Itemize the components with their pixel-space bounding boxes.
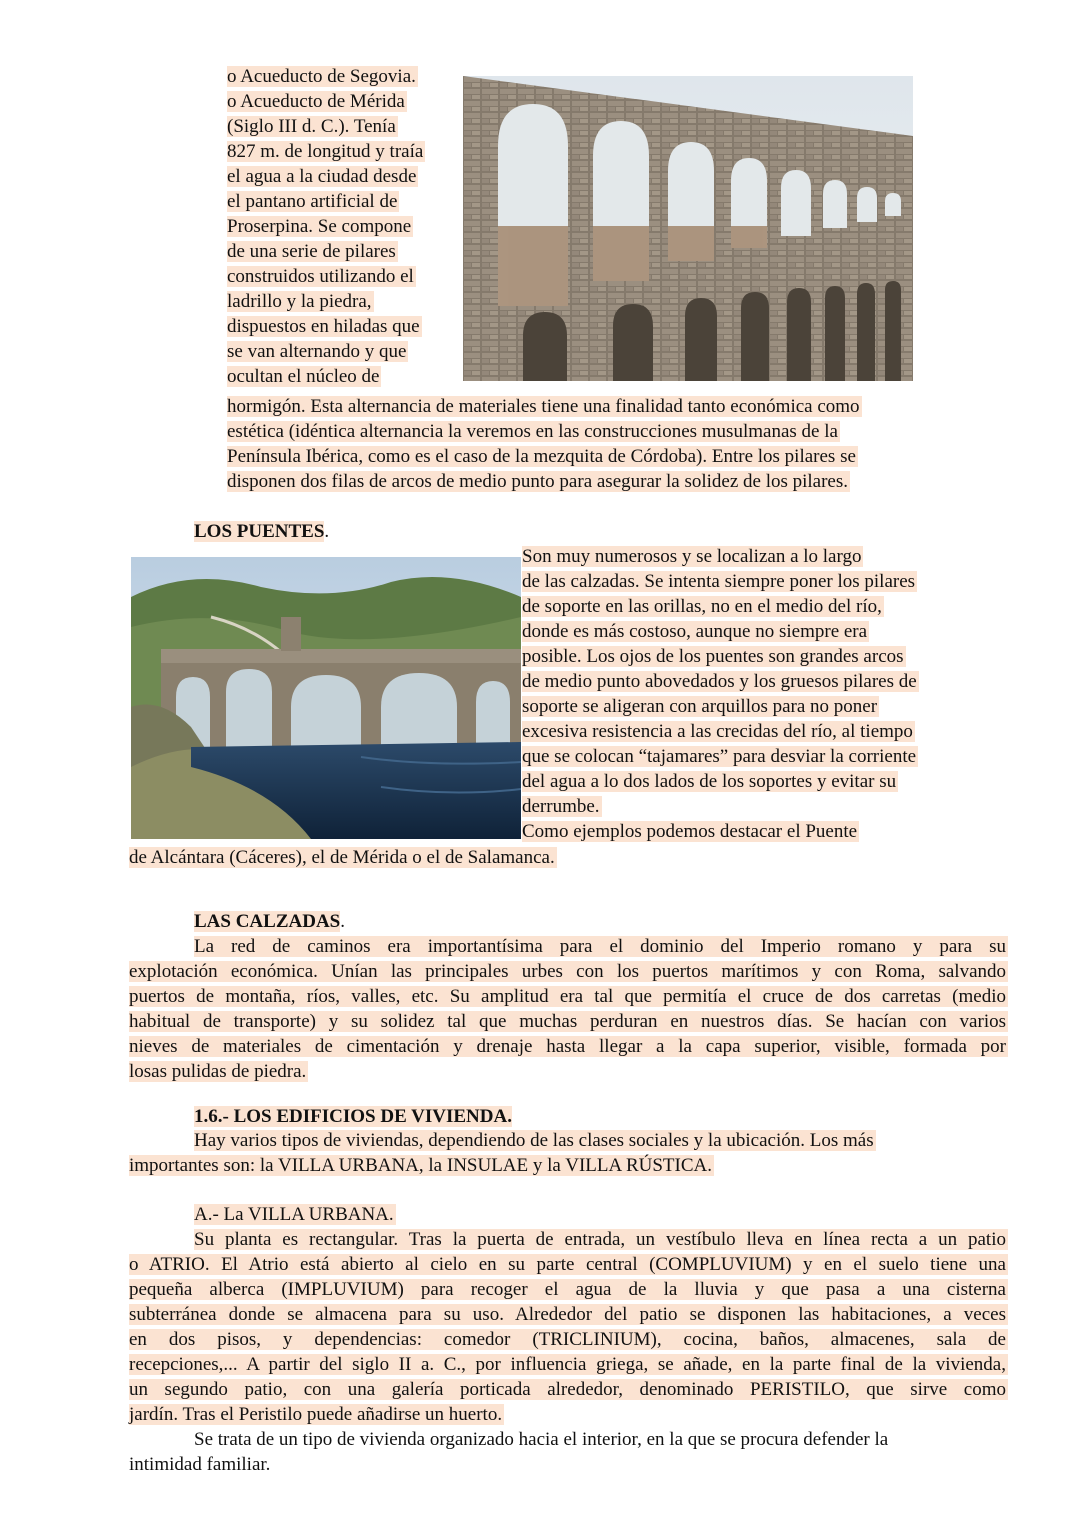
text-line: importantes son: la VILLA URBANA, la INSULAE y la VILLA RÚSTICA. <box>129 1155 712 1176</box>
text-line: o ATRIO. El Atrio está abierto al cielo en su parte central (COMPLUVIUM) y en el suelo tiene una <box>129 1254 1006 1275</box>
text-line: posible. Los ojos de los puentes son grandes arcos <box>522 646 904 667</box>
list-item: o Acueducto de Mérida <box>227 91 405 112</box>
text-line: Hay varios tipos de viviendas, dependiendo de las clases sociales y la ubicación. Los más <box>194 1130 874 1151</box>
text-line: La red de caminos era importantísima para el dominio del Imperio romano y para su <box>194 936 1006 957</box>
text-line: (Siglo III d. C.). Tenía <box>227 116 396 137</box>
roads-paragraph <box>129 934 1008 1084</box>
text-line: ocultan el núcleo de <box>227 366 380 387</box>
text-line: A.- La VILLA URBANA. <box>194 1204 394 1225</box>
text-line: excesiva resistencia a las crecidas del río, al tiempo <box>522 721 913 742</box>
text-line: puertos de montaña, ríos, valles, etc. Su amplitud era tal que permitía el cruce de dos carretas (medio <box>129 986 1006 1007</box>
text-line: que se colocan “tajamares” para desviar la corriente <box>522 746 917 767</box>
text-line: de soporte en las orillas, no en el medio del río, <box>522 596 882 617</box>
section-heading-roads: LAS CALZADAS. <box>194 911 345 932</box>
text-line: explotación económica. Unían las principales urbes con los puertos marítimos y con Roma, salvando <box>129 961 1006 982</box>
text-line: de las calzadas. Se intenta siempre poner los pilares <box>522 571 916 592</box>
text-line: Su planta es rectangular. Tras la puerta de entrada, un vestíbulo lleva en línea recta a un patio <box>194 1229 1006 1250</box>
text-line: hormigón. Esta alternancia de materiales tiene una finalidad tanto económica como <box>227 396 860 417</box>
list-item: o Acueducto de Segovia. <box>227 66 416 87</box>
section-heading-housing: 1.6.- LOS EDIFICIOS DE VIVIENDA. <box>194 1106 512 1127</box>
text-line: donde es más costoso, aunque no siempre era <box>522 621 868 642</box>
text-line: un segundo patio, con una galería porticada alrededor, denominado PERISTILO, que sirve como <box>129 1379 1006 1400</box>
text-line: recepciones,... A partir del siglo II a. C., por influencia griega, se añade, en la parte final de la vivienda, <box>129 1354 1006 1375</box>
text-line: Son muy numerosos y se localizan a lo largo <box>522 546 862 567</box>
villa-paragraph <box>129 1227 1008 1477</box>
text-line: el agua a la ciudad desde <box>227 166 417 187</box>
text-line: en dos pisos, y dependencias: comedor (TRICLINIUM), cocina, baños, almacenes, sala de <box>129 1329 1006 1350</box>
text-line: losas pulidas de piedra. <box>129 1061 307 1082</box>
text-line: Proserpina. Se compone <box>227 216 412 237</box>
text-line: Como ejemplos podemos destacar el Puente <box>522 821 858 842</box>
text-line: Se trata de un tipo de vivienda organizado hacia el interior, en la que se procura defender la <box>194 1429 889 1450</box>
text-line: construidos utilizando el <box>227 266 414 287</box>
aqueduct-paragraph <box>227 394 967 494</box>
text-line: estética (idéntica alternancia la veremos en las construcciones musulmanas de la <box>227 421 838 442</box>
text-line: el pantano artificial de <box>227 191 398 212</box>
text-line: derrumbe. <box>522 796 600 817</box>
subsection-heading-villa <box>194 1202 396 1227</box>
text-line: se van alternando y que <box>227 341 407 362</box>
text-line: soporte se aligeran con arquillos para no poner <box>522 696 878 717</box>
text-line: disponen dos filas de arcos de medio punto para asegurar la solidez de los pilares. <box>227 471 849 492</box>
bridges-last-line <box>129 845 729 870</box>
text-line: de Alcántara (Cáceres), el de Mérida o el de Salamanca. <box>129 847 555 868</box>
text-line: de una serie de pilares <box>227 241 396 262</box>
text-line: jardín. Tras el Peristilo puede añadirse un huerto. <box>129 1404 503 1425</box>
text-line: del agua a lo dos lados de los soportes y evitar su <box>522 771 897 792</box>
text-line: ladrillo y la piedra, <box>227 291 372 312</box>
text-line: de medio punto abovedados y los gruesos pilares de <box>522 671 917 692</box>
aqueduct-list <box>227 64 467 389</box>
text-line: Península Ibérica, como es el caso de la mezquita de Córdoba). Entre los pilares se <box>227 446 856 467</box>
text-line: 827 m. de longitud y traía <box>227 141 424 162</box>
bridge-photo <box>131 557 521 839</box>
aqueduct-photo <box>463 76 913 381</box>
text-line: dispuestos en hiladas que <box>227 316 420 337</box>
text-line: nieves de materiales de cimentación y drenaje hasta llegar a la capa superior, visible, formada por <box>129 1036 1006 1057</box>
bridges-paragraph <box>522 544 982 844</box>
housing-paragraph <box>129 1128 1008 1178</box>
text-line: habitual de transporte) y su solidez tal que muchas perduran en nuestros días. Se hacían con varios <box>129 1011 1006 1032</box>
section-heading-bridges: LOS PUENTES. <box>194 521 330 542</box>
text-line: subterránea donde se almacena para su uso. Alrededor del patio se disponen las habitaciones, a veces <box>129 1304 1006 1325</box>
text-line: pequeña alberca (IMPLUVIUM) para recoger el agua de la lluvia y que pasa a una cisterna <box>129 1279 1006 1300</box>
text-line: intimidad familiar. <box>129 1454 271 1475</box>
